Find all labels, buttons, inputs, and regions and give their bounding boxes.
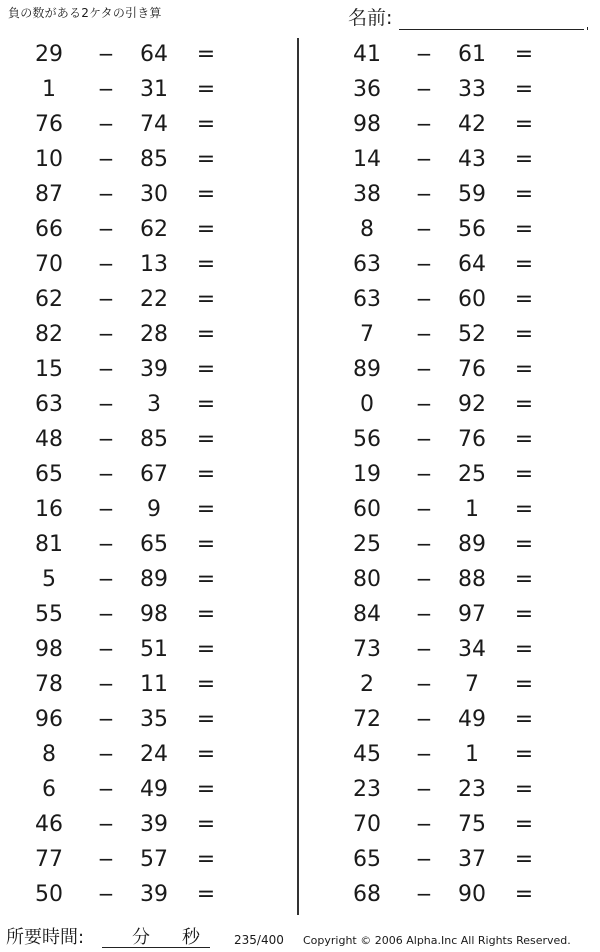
minus-sign: − (415, 287, 433, 311)
minuend: 10 (35, 147, 63, 172)
subtrahend: 57 (140, 847, 168, 872)
copyright-notice: Copyright © 2006 Alpha.Inc All Rights Reserved. (303, 934, 571, 947)
subtrahend: 31 (140, 77, 168, 102)
equals-sign: = (196, 147, 216, 172)
problem-row (8, 527, 268, 562)
subtrahend: 1 (465, 742, 479, 767)
problem-row (326, 772, 586, 807)
minus-sign: − (415, 217, 433, 241)
subtrahend: 76 (458, 357, 486, 382)
minus-sign: − (97, 847, 115, 871)
subtrahend: 64 (140, 42, 168, 67)
problem-row (326, 842, 586, 877)
minus-sign: − (97, 602, 115, 626)
problem-row (8, 772, 268, 807)
subtrahend: 85 (140, 427, 168, 452)
subtrahend: 74 (140, 112, 168, 137)
subtrahend: 42 (458, 112, 486, 137)
subtrahend: 3 (147, 392, 161, 417)
problem-row (326, 177, 586, 212)
equals-sign: = (514, 427, 534, 452)
subtrahend: 7 (465, 672, 479, 697)
minuend: 98 (35, 637, 63, 662)
minuend: 0 (360, 392, 374, 417)
minuend: 1 (42, 77, 56, 102)
problem-row (326, 317, 586, 352)
subtrahend: 39 (140, 812, 168, 837)
equals-sign: = (196, 602, 216, 627)
equals-sign: = (514, 322, 534, 347)
equals-sign: = (514, 497, 534, 522)
minuend: 5 (42, 567, 56, 592)
subtrahend: 60 (458, 287, 486, 312)
minus-sign: − (415, 77, 433, 101)
minuend: 50 (35, 882, 63, 907)
subtrahend: 56 (458, 217, 486, 242)
problem-row (8, 37, 268, 72)
minuend: 96 (35, 707, 63, 732)
minuend: 41 (353, 42, 381, 67)
problem-row (8, 72, 268, 107)
subtrahend: 61 (458, 42, 486, 67)
equals-sign: = (196, 567, 216, 592)
equals-sign: = (514, 462, 534, 487)
problem-row (8, 877, 268, 912)
minus-sign: − (97, 742, 115, 766)
problem-row (8, 107, 268, 142)
minutes-unit: 分 (132, 927, 150, 948)
subtrahend: 1 (465, 497, 479, 522)
minuend: 70 (35, 252, 63, 277)
equals-sign: = (196, 42, 216, 67)
problem-column-left (8, 37, 268, 912)
minus-sign: − (97, 77, 115, 101)
equals-sign: = (196, 252, 216, 277)
minuend: 2 (360, 672, 374, 697)
minuend: 63 (353, 252, 381, 277)
minuend: 82 (35, 322, 63, 347)
name-label: 名前: (348, 7, 393, 29)
minus-sign: − (415, 392, 433, 416)
name-underline (399, 29, 584, 30)
problem-row (326, 37, 586, 72)
minus-sign: − (97, 532, 115, 556)
equals-sign: = (196, 77, 216, 102)
minus-sign: − (415, 672, 433, 696)
problem-row (326, 247, 586, 282)
subtrahend: 49 (140, 777, 168, 802)
minus-sign: − (97, 357, 115, 381)
minuend: 8 (42, 742, 56, 767)
minuend: 80 (353, 567, 381, 592)
equals-sign: = (196, 637, 216, 662)
minuend: 48 (35, 427, 63, 452)
minuend: 62 (35, 287, 63, 312)
equals-sign: = (514, 287, 534, 312)
minuend: 60 (353, 497, 381, 522)
minus-sign: − (415, 42, 433, 66)
problem-column-right (326, 37, 586, 912)
problem-row (8, 282, 268, 317)
subtrahend: 23 (458, 777, 486, 802)
minus-sign: − (97, 182, 115, 206)
minus-sign: − (97, 497, 115, 521)
subtrahend: 67 (140, 462, 168, 487)
problem-row (326, 492, 586, 527)
minuend: 15 (35, 357, 63, 382)
minus-sign: − (415, 462, 433, 486)
minuend: 77 (35, 847, 63, 872)
subtrahend: 24 (140, 742, 168, 767)
minuend: 8 (360, 217, 374, 242)
subtrahend: 76 (458, 427, 486, 452)
column-divider (297, 38, 299, 915)
problem-row (8, 457, 268, 492)
problem-row (8, 422, 268, 457)
subtrahend: 43 (458, 147, 486, 172)
equals-sign: = (514, 882, 534, 907)
problem-row (8, 667, 268, 702)
minuend: 45 (353, 742, 381, 767)
minuend: 68 (353, 882, 381, 907)
minus-sign: − (97, 287, 115, 311)
equals-sign: = (196, 392, 216, 417)
equals-sign: = (514, 357, 534, 382)
equals-sign: = (196, 462, 216, 487)
problem-row (326, 282, 586, 317)
minuend: 63 (353, 287, 381, 312)
equals-sign: = (196, 217, 216, 242)
minus-sign: − (97, 707, 115, 731)
minus-sign: − (97, 462, 115, 486)
subtrahend: 39 (140, 882, 168, 907)
problem-row (8, 702, 268, 737)
minuend: 16 (35, 497, 63, 522)
minus-sign: − (415, 812, 433, 836)
subtrahend: 64 (458, 252, 486, 277)
minus-sign: − (97, 672, 115, 696)
minuend: 25 (353, 532, 381, 557)
equals-sign: = (196, 742, 216, 767)
minus-sign: − (415, 252, 433, 276)
subtrahend: 98 (140, 602, 168, 627)
problem-row (8, 177, 268, 212)
minus-sign: − (415, 847, 433, 871)
minus-sign: − (415, 322, 433, 346)
subtrahend: 30 (140, 182, 168, 207)
subtrahend: 51 (140, 637, 168, 662)
equals-sign: = (514, 112, 534, 137)
equals-sign: = (514, 147, 534, 172)
minuend: 87 (35, 182, 63, 207)
problem-row (326, 807, 586, 842)
equals-sign: = (514, 182, 534, 207)
subtrahend: 39 (140, 357, 168, 382)
minus-sign: − (415, 777, 433, 801)
problem-row (8, 737, 268, 772)
minuend: 56 (353, 427, 381, 452)
minuend: 7 (360, 322, 374, 347)
equals-sign: = (514, 707, 534, 732)
problem-row (326, 527, 586, 562)
subtrahend: 65 (140, 532, 168, 557)
minus-sign: − (97, 777, 115, 801)
subtrahend: 75 (458, 812, 486, 837)
page-number: 235/400 (234, 933, 284, 947)
subtrahend: 37 (458, 847, 486, 872)
subtrahend: 49 (458, 707, 486, 732)
subtrahend: 89 (140, 567, 168, 592)
equals-sign: = (196, 497, 216, 522)
minus-sign: − (97, 42, 115, 66)
equals-sign: = (196, 427, 216, 452)
subtrahend: 85 (140, 147, 168, 172)
equals-sign: = (514, 847, 534, 872)
minuend: 19 (353, 462, 381, 487)
minus-sign: − (415, 707, 433, 731)
equals-sign: = (514, 602, 534, 627)
equals-sign: = (514, 637, 534, 662)
minus-sign: − (97, 567, 115, 591)
equals-sign: = (514, 672, 534, 697)
minus-sign: − (415, 742, 433, 766)
minuend: 38 (353, 182, 381, 207)
minuend: 78 (35, 672, 63, 697)
minus-sign: − (97, 392, 115, 416)
minuend: 72 (353, 707, 381, 732)
name-field[interactable] (348, 6, 588, 30)
equals-sign: = (514, 252, 534, 277)
minuend: 14 (353, 147, 381, 172)
problem-row (8, 807, 268, 842)
minus-sign: − (97, 217, 115, 241)
problem-row (8, 142, 268, 177)
problem-row (326, 142, 586, 177)
subtrahend: 22 (140, 287, 168, 312)
minuend: 65 (353, 847, 381, 872)
problem-row (326, 737, 586, 772)
problem-row (326, 212, 586, 247)
minus-sign: − (415, 112, 433, 136)
subtrahend: 52 (458, 322, 486, 347)
minus-sign: − (97, 427, 115, 451)
minuend: 23 (353, 777, 381, 802)
minuend: 98 (353, 112, 381, 137)
minus-sign: − (97, 322, 115, 346)
minus-sign: − (415, 497, 433, 521)
minuend: 89 (353, 357, 381, 382)
equals-sign: = (196, 777, 216, 802)
minuend: 63 (35, 392, 63, 417)
equals-sign: = (514, 392, 534, 417)
subtrahend: 35 (140, 707, 168, 732)
problem-row (8, 212, 268, 247)
minuend: 66 (35, 217, 63, 242)
minus-sign: − (97, 882, 115, 906)
equals-sign: = (196, 357, 216, 382)
minuend: 84 (353, 602, 381, 627)
equals-sign: = (514, 42, 534, 67)
minus-sign: − (415, 427, 433, 451)
minuend: 65 (35, 462, 63, 487)
problem-row (326, 632, 586, 667)
minus-sign: − (415, 567, 433, 591)
equals-sign: = (514, 532, 534, 557)
equals-sign: = (196, 112, 216, 137)
equals-sign: = (514, 812, 534, 837)
minuend: 70 (353, 812, 381, 837)
problem-row (326, 352, 586, 387)
minus-sign: − (415, 532, 433, 556)
minus-sign: − (415, 357, 433, 381)
minuend: 81 (35, 532, 63, 557)
subtrahend: 89 (458, 532, 486, 557)
minus-sign: − (415, 882, 433, 906)
minus-sign: − (97, 637, 115, 661)
problem-row (8, 562, 268, 597)
equals-sign: = (196, 322, 216, 347)
problem-row (326, 702, 586, 737)
subtrahend: 11 (140, 672, 168, 697)
subtrahend: 9 (147, 497, 161, 522)
seconds-unit: 秒 (182, 927, 200, 948)
worksheet-title: 負の数がある2ケタの引き算 (8, 6, 162, 20)
problem-row (326, 562, 586, 597)
minus-sign: − (415, 602, 433, 626)
equals-sign: = (514, 777, 534, 802)
problem-row (326, 597, 586, 632)
problem-row (8, 842, 268, 877)
subtrahend: 28 (140, 322, 168, 347)
problem-row (8, 387, 268, 422)
subtrahend: 34 (458, 637, 486, 662)
minuend: 46 (35, 812, 63, 837)
subtrahend: 25 (458, 462, 486, 487)
equals-sign: = (196, 182, 216, 207)
subtrahend: 90 (458, 882, 486, 907)
equals-sign: = (196, 812, 216, 837)
minuend: 55 (35, 602, 63, 627)
name-underline-end (587, 27, 588, 30)
minuend: 29 (35, 42, 63, 67)
minuend: 76 (35, 112, 63, 137)
minus-sign: − (97, 812, 115, 836)
problem-row (8, 352, 268, 387)
minus-sign: − (97, 252, 115, 276)
equals-sign: = (196, 882, 216, 907)
problem-row (326, 667, 586, 702)
subtrahend: 33 (458, 77, 486, 102)
minuend: 73 (353, 637, 381, 662)
minuend: 6 (42, 777, 56, 802)
problem-row (326, 72, 586, 107)
equals-sign: = (196, 707, 216, 732)
subtrahend: 59 (458, 182, 486, 207)
problem-row (326, 457, 586, 492)
equals-sign: = (514, 217, 534, 242)
problem-row (8, 317, 268, 352)
equals-sign: = (514, 567, 534, 592)
equals-sign: = (196, 287, 216, 312)
subtrahend: 62 (140, 217, 168, 242)
problem-row (326, 387, 586, 422)
problem-row (326, 107, 586, 142)
minus-sign: − (415, 182, 433, 206)
problem-row (8, 597, 268, 632)
subtrahend: 88 (458, 567, 486, 592)
problem-row (8, 632, 268, 667)
equals-sign: = (514, 742, 534, 767)
equals-sign: = (514, 77, 534, 102)
minus-sign: − (97, 112, 115, 136)
minuend: 36 (353, 77, 381, 102)
problem-row (8, 247, 268, 282)
minus-sign: − (415, 637, 433, 661)
minus-sign: − (97, 147, 115, 171)
problem-row (326, 422, 586, 457)
equals-sign: = (196, 672, 216, 697)
problem-row (326, 877, 586, 912)
subtrahend: 13 (140, 252, 168, 277)
subtrahend: 97 (458, 602, 486, 627)
minus-sign: − (415, 147, 433, 171)
equals-sign: = (196, 532, 216, 557)
time-taken-label: 所要時間: (6, 927, 85, 948)
equals-sign: = (196, 847, 216, 872)
problem-row (8, 492, 268, 527)
subtrahend: 92 (458, 392, 486, 417)
